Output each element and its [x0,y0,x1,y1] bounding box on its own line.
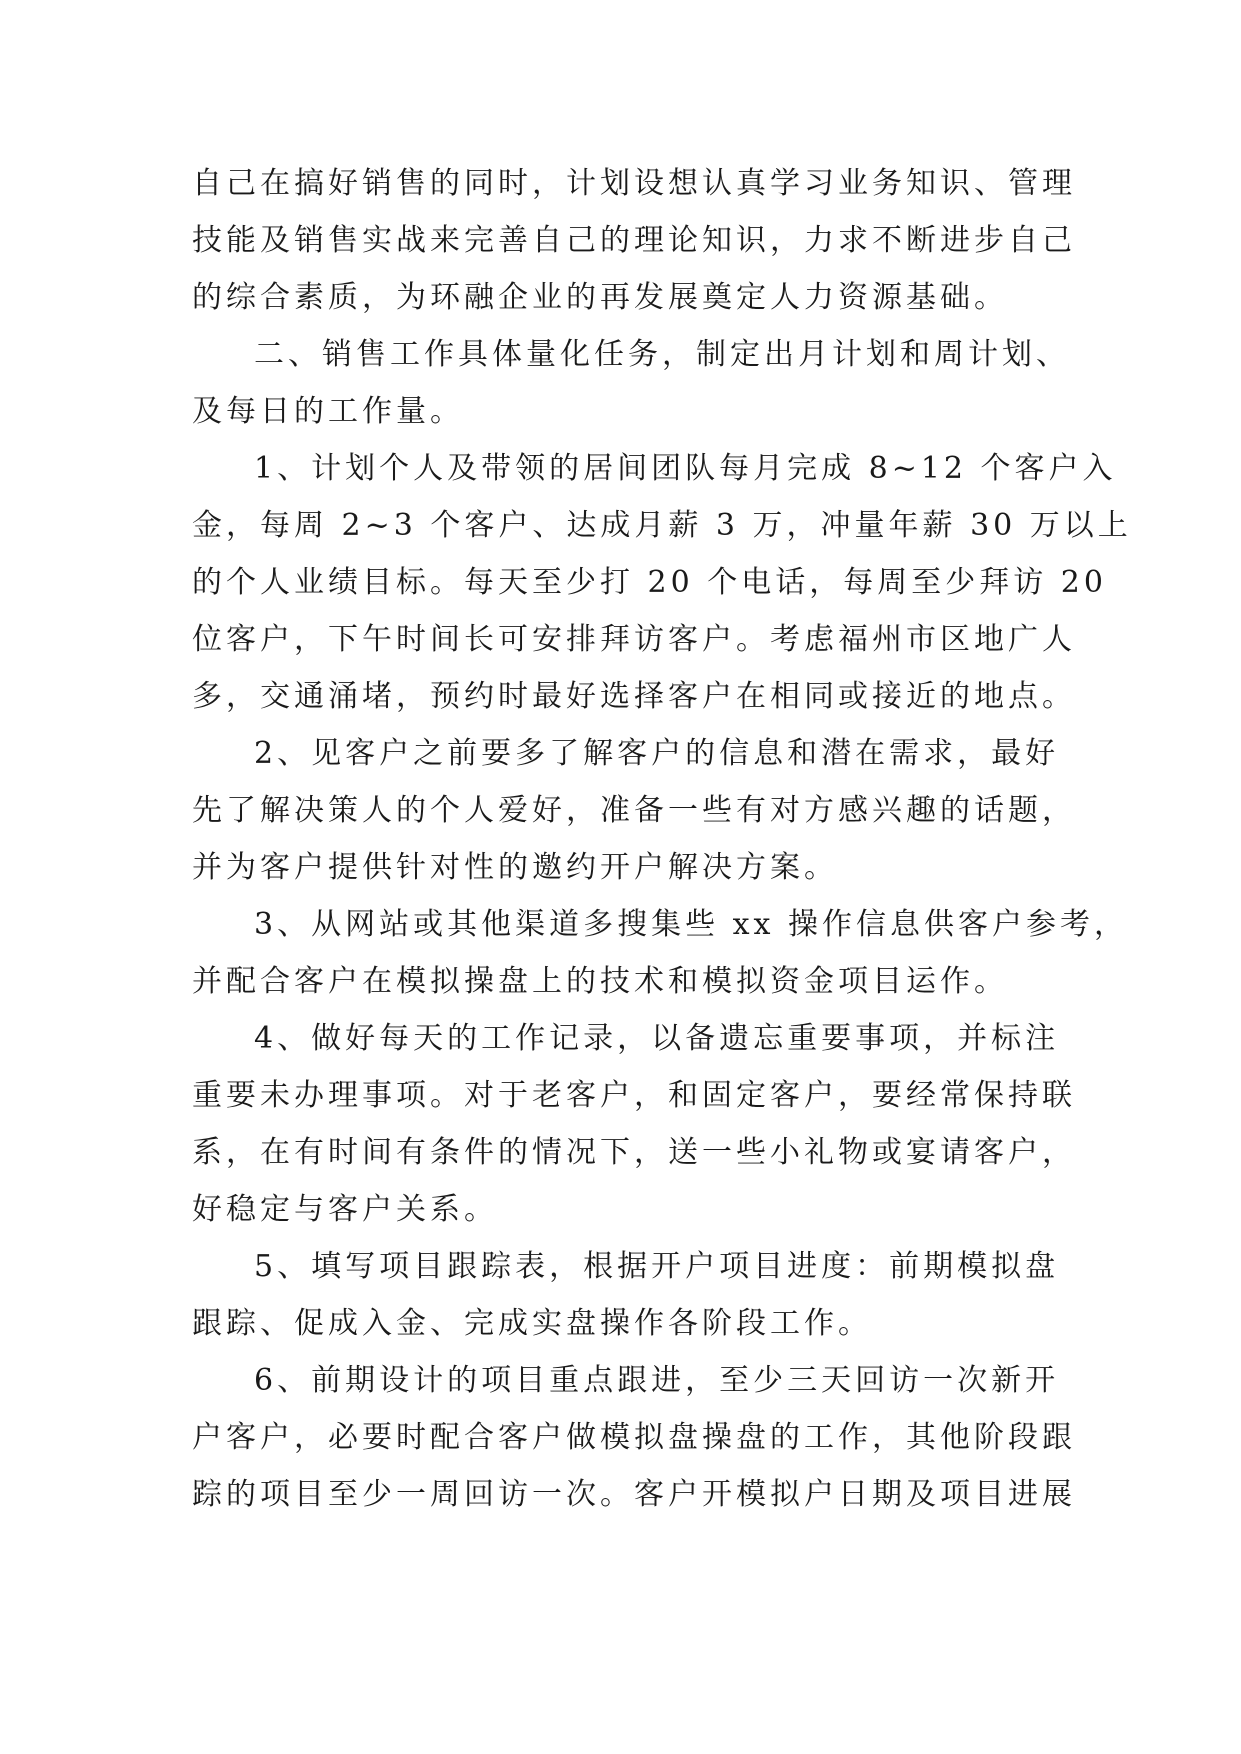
text-line: 重要未办理事项。对于老客户，和固定客户，要经常保持联 [192,1078,1076,1113]
text-line: 好稳定与客户关系。 [192,1192,498,1227]
text-line: 多，交通涌堵，预约时最好选择客户在相同或接近的地点。 [192,679,1076,714]
list-item-start: 3、从网站或其他渠道多搜集些 xx 操作信息供客户参考， [254,907,1128,942]
list-item-start: 5、填写项目跟踪表，根据开户项目进度：前期模拟盘 [254,1249,1060,1284]
text-line: 位客户，下午时间长可安排拜访客户。考虑福州市区地广人 [192,622,1076,657]
text-line: 金，每周 2~3 个客户、达成月薪 3 万，冲量年薪 30 万以上 [192,508,1132,543]
text-line: 先了解决策人的个人爱好，准备一些有对方感兴趣的话题， [192,793,1076,828]
list-item-start: 4、做好每天的工作记录，以备遗忘重要事项，并标注 [254,1021,1060,1056]
list-item-start: 6、前期设计的项目重点跟进，至少三天回访一次新开 [254,1363,1060,1398]
text-line: 并为客户提供针对性的邀约开户解决方案。 [192,850,838,885]
text-line: 自己在搞好销售的同时，计划设想认真学习业务知识、管理 [192,166,1076,201]
text-line: 的综合素质，为环融企业的再发展奠定人力资源基础。 [192,280,1008,315]
text-line: 踪的项目至少一周回访一次。客户开模拟户日期及项目进展 [192,1477,1076,1512]
text-line: 跟踪、促成入金、完成实盘操作各阶段工作。 [192,1306,872,1341]
document-body [192,155,1132,1523]
text-line: 户客户，必要时配合客户做模拟盘操盘的工作，其他阶段跟 [192,1420,1076,1455]
list-item-start: 1、计划个人及带领的居间团队每月完成 8~12 个客户入 [254,451,1117,486]
text-line: 技能及销售实战来完善自己的理论知识，力求不断进步自己 [192,223,1076,258]
text-line: 及每日的工作量。 [192,394,464,429]
section-heading: 二、销售工作具体量化任务，制定出月计划和周计划、 [254,337,1070,372]
list-item-start: 2、见客户之前要多了解客户的信息和潜在需求，最好 [254,736,1060,771]
text-line: 并配合客户在模拟操盘上的技术和模拟资金项目运作。 [192,964,1008,999]
text-line: 的个人业绩目标。每天至少打 20 个电话，每周至少拜访 20 [192,565,1107,600]
text-line: 系，在有时间有条件的情况下，送一些小礼物或宴请客户， [192,1135,1076,1170]
